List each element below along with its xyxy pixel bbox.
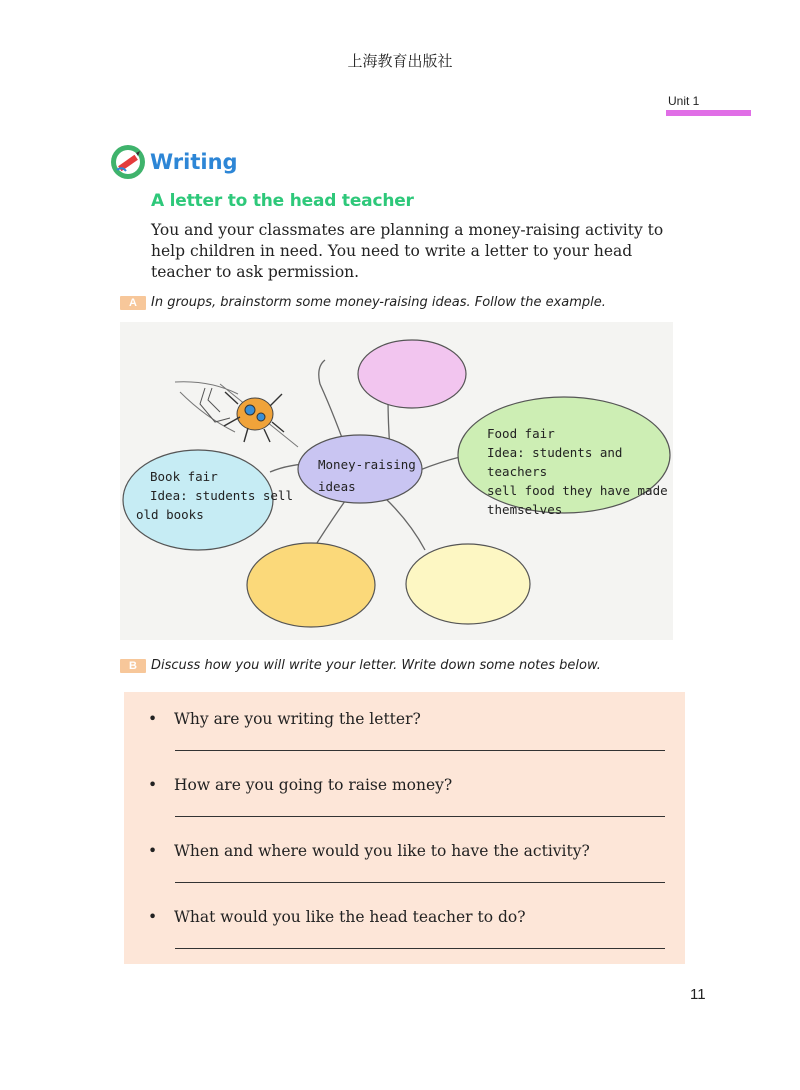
page-number: 11 [690, 986, 706, 1003]
center-line-1: Money-raising [318, 457, 416, 472]
center-line-2: ideas [318, 479, 356, 494]
food-fair-line-1: Food fair [487, 426, 555, 441]
spider-illustration [175, 382, 298, 447]
notes-box [124, 692, 685, 964]
book-fair-text [136, 467, 293, 524]
section-subtitle: A letter to the head teacher [151, 191, 414, 211]
bullet: • [148, 842, 158, 860]
book-fair-line-2: Idea: students sell [150, 488, 293, 503]
publisher-name: 上海教育出版社 [347, 52, 453, 70]
task-b-badge: B [120, 659, 146, 673]
note-item [148, 710, 668, 751]
bubble-top [358, 340, 466, 408]
note-question: What would you like the head teacher to do? [174, 908, 526, 926]
food-fair-text [487, 424, 673, 519]
bullet: • [148, 776, 158, 794]
answer-line[interactable] [175, 802, 665, 817]
unit-bar [666, 110, 751, 116]
bullet: • [148, 908, 158, 926]
mind-map [120, 322, 673, 640]
bullet: • [148, 710, 158, 728]
unit-tab [666, 94, 751, 116]
note-question: Why are you writing the letter? [174, 710, 421, 728]
task-a [120, 295, 606, 310]
section-title: Writing [150, 150, 238, 174]
intro-paragraph: You and your classmates are planning a money-raising activity to help children in need. You need to write a letter to your head teacher to ask permission. [151, 221, 664, 281]
writing-pencil-icon [110, 144, 146, 180]
task-a-badge: A [120, 296, 146, 310]
unit-label: Unit 1 [668, 94, 700, 108]
note-item [148, 776, 668, 817]
note-item [148, 842, 668, 883]
task-a-instruction: In groups, brainstorm some money-raising ideas. Follow the example. [151, 295, 606, 310]
task-b [120, 658, 601, 673]
note-question: How are you going to raise money? [174, 776, 453, 794]
answer-line[interactable] [175, 868, 665, 883]
note-item [148, 908, 668, 949]
section-header [110, 140, 238, 184]
bubble-bottom-right [406, 544, 530, 624]
bubble-bottom-left [247, 543, 375, 627]
book-fair-line-1: Book fair [150, 469, 218, 484]
food-fair-line-3: sell food they have made [487, 483, 668, 498]
book-fair-line-3: old books [136, 507, 204, 522]
food-fair-line-2: Idea: students and teachers [487, 445, 623, 479]
task-b-instruction: Discuss how you will write your letter. Write down some notes below. [151, 658, 601, 673]
food-fair-line-4: themselves [487, 502, 563, 517]
answer-line[interactable] [175, 934, 665, 949]
answer-line[interactable] [175, 736, 665, 751]
center-bubble-text [318, 455, 416, 496]
connector-right [420, 457, 460, 470]
connector-bottom-right [385, 498, 425, 550]
note-question: When and where would you like to have the activity? [174, 842, 590, 860]
